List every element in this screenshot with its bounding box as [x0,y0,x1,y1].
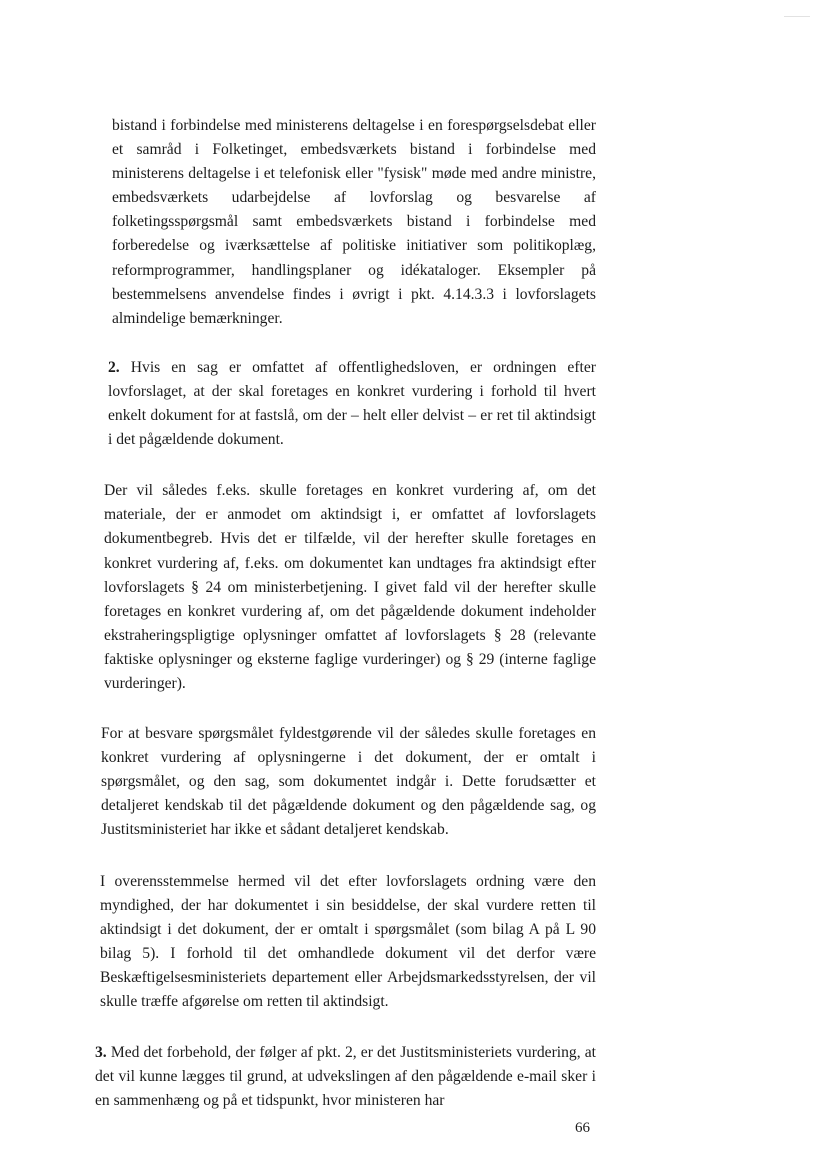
paragraph-2 [108,356,596,452]
paragraph-5 [100,870,596,1015]
paragraph-3 [104,479,596,696]
paragraph-1 [112,114,596,331]
body-text [95,114,597,1113]
page-number: 66 [575,1120,590,1136]
paragraph-2-text: Hvis en sag er omfattet af offentlighedsloven, er ordningen efter lovforslaget, at der skal foretages en konkret vurdering i forhold til hvert enkelt dokument for at fastslå, om der – helt eller delvist – er ret til aktindsigt i det pågældende dokument. [108,358,596,449]
paragraph-4 [101,722,596,842]
paragraph-3-text: Der vil således f.eks. skulle foretages en konkret vurdering af, om det materiale, der er anmodet om aktindsigt i, er omfattet af lovforslagets dokumentbegreb. Hvis det er tilfælde, vil der herefter skulle foretages en konkret vurdering af, f.eks. om dokumentet kan undtages fra aktindsigt efter lovforslagets § 24 om ministerbetjening. I givet fald vil der herefter skulle foretages en konkret vurdering af, om det pågældende dokument indeholder ekstraheringspligtige oplysninger omfattet af lovforslagets § 28 (relevante faktiske oplysninger og eksterne faglige vurderinger) og § 29 (interne faglige vurderinger). [104,482,596,692]
section-number-3: 3. [95,1044,107,1062]
paragraph-6-text: Med det forbehold, der følger af pkt. 2, er det Justitsministeriets vurdering, at det vil kunne lægges til grund, at udvekslingen af den pågældende e-mail sker i en sammenhæng og på et tidspunkt, hvor ministeren har [95,1044,597,1110]
scan-edge-mark [784,16,810,17]
paragraph-6 [95,1041,596,1113]
paragraph-4-text: For at besvare spørgsmålet fyldestgørende vil der således skulle foretages en konkret vurdering af oplysningerne i det dokument, der er omtalt i spørgsmålet, og den sag, som dokumentet indgår i. Dette forudsætter et detaljeret kendskab til det pågældende dokument og den pågældende sag, og Justitsministeriet har ikke et sådant detaljeret kendskab. [101,725,596,839]
paragraph-1-text: bistand i forbindelse med ministerens deltagelse i en forespørgselsdebat eller et samråd i Folketinget, embedsværkets bistand i forbindelse med ministerens deltagelse i et telefonisk eller "fysisk" møde med andre ministre, embedsværkets udarbejdelse af lovforslag og besvarelse af folketingsspørgsmål samt embedsværkets bistand i forbindelse med forberedelse og iværksættelse af politiske initiativer som politikoplæg, reformprogrammer, handlingsplaner og idékataloger. Eksempler på bestemmelsens anvendelse findes i øvrigt i pkt. 4.14.3.3 i lovforslagets almindelige bemærkninger. [112,117,596,327]
paragraph-5-text: I overensstemmelse hermed vil det efter lovforslagets ordning være den myndighed, der har dokumentet i sin besiddelse, der skal vurdere retten til aktindsigt i det dokument, der er omtalt i spørgsmålet (som bilag A på L 90 bilag 5). I forhold til det omhandlede dokument vil det derfor være Beskæftigelsesministeriets departement eller Arbejdsmarkedsstyrelsen, der vil skulle træffe afgørelse om retten til aktindsigt. [100,872,596,1010]
section-number-2: 2. [108,358,120,376]
